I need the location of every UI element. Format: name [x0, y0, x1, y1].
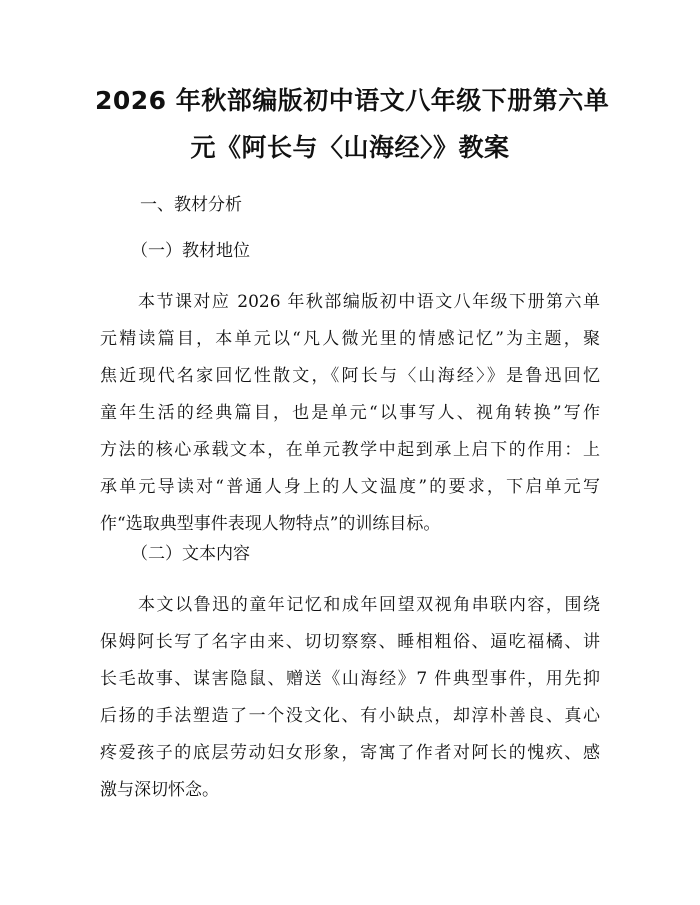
section-heading: 一、教材分析 — [140, 195, 242, 215]
paragraph-line: 长毛故事、谋害隐鼠、赠送《山海经》7 件典型事件，用先抑 — [100, 669, 600, 689]
document-title-line-2: 元《阿长与〈山海经〉》教案 — [190, 133, 510, 162]
paragraph-line: 承单元导读对“普通人身上的人文温度”的要求，下启单元写 — [100, 477, 600, 497]
subsection-heading-position: （一）教材地位 — [131, 241, 250, 261]
paragraph-line: 焦近现代名家回忆性散文，《阿长与〈山海经〉》是鲁迅回忆 — [100, 366, 600, 386]
paragraph-line: 本文以鲁迅的童年记忆和成年回望双视角串联内容，围绕 — [138, 595, 600, 615]
paragraph-line: 作“选取典型事件表现人物特点”的训练目标。 — [100, 514, 441, 534]
paragraph-line: 方法的核心承载文本，在单元教学中起到承上启下的作用：上 — [100, 440, 600, 460]
paragraph-line: 保姆阿长写了名字由来、切切察察、睡相粗俗、逼吃福橘、讲 — [100, 632, 600, 652]
paragraph-line: 本节课对应 2026 年秋部编版初中语文八年级下册第六单 — [138, 292, 600, 312]
document-title-line-1: 2026 年秋部编版初中语文八年级下册第六单 — [95, 86, 610, 115]
paragraph-line: 童年生活的经典篇目，也是单元“以事写人、视角转换”写作 — [100, 403, 600, 423]
paragraph-textbook-position — [100, 284, 600, 543]
subsection-heading-content: （二）文本内容 — [131, 544, 250, 564]
paragraph-text-content — [100, 587, 600, 809]
paragraph-line: 疼爱孩子的底层劳动妇女形象，寄寓了作者对阿长的愧疚、感 — [100, 743, 600, 763]
paragraph-line: 激与深切怀念。 — [100, 780, 219, 800]
paragraph-line: 后扬的手法塑造了一个没文化、有小缺点，却淳朴善良、真心 — [100, 706, 600, 726]
paragraph-line: 元精读篇目，本单元以“凡人微光里的情感记忆”为主题，聚 — [100, 329, 600, 349]
